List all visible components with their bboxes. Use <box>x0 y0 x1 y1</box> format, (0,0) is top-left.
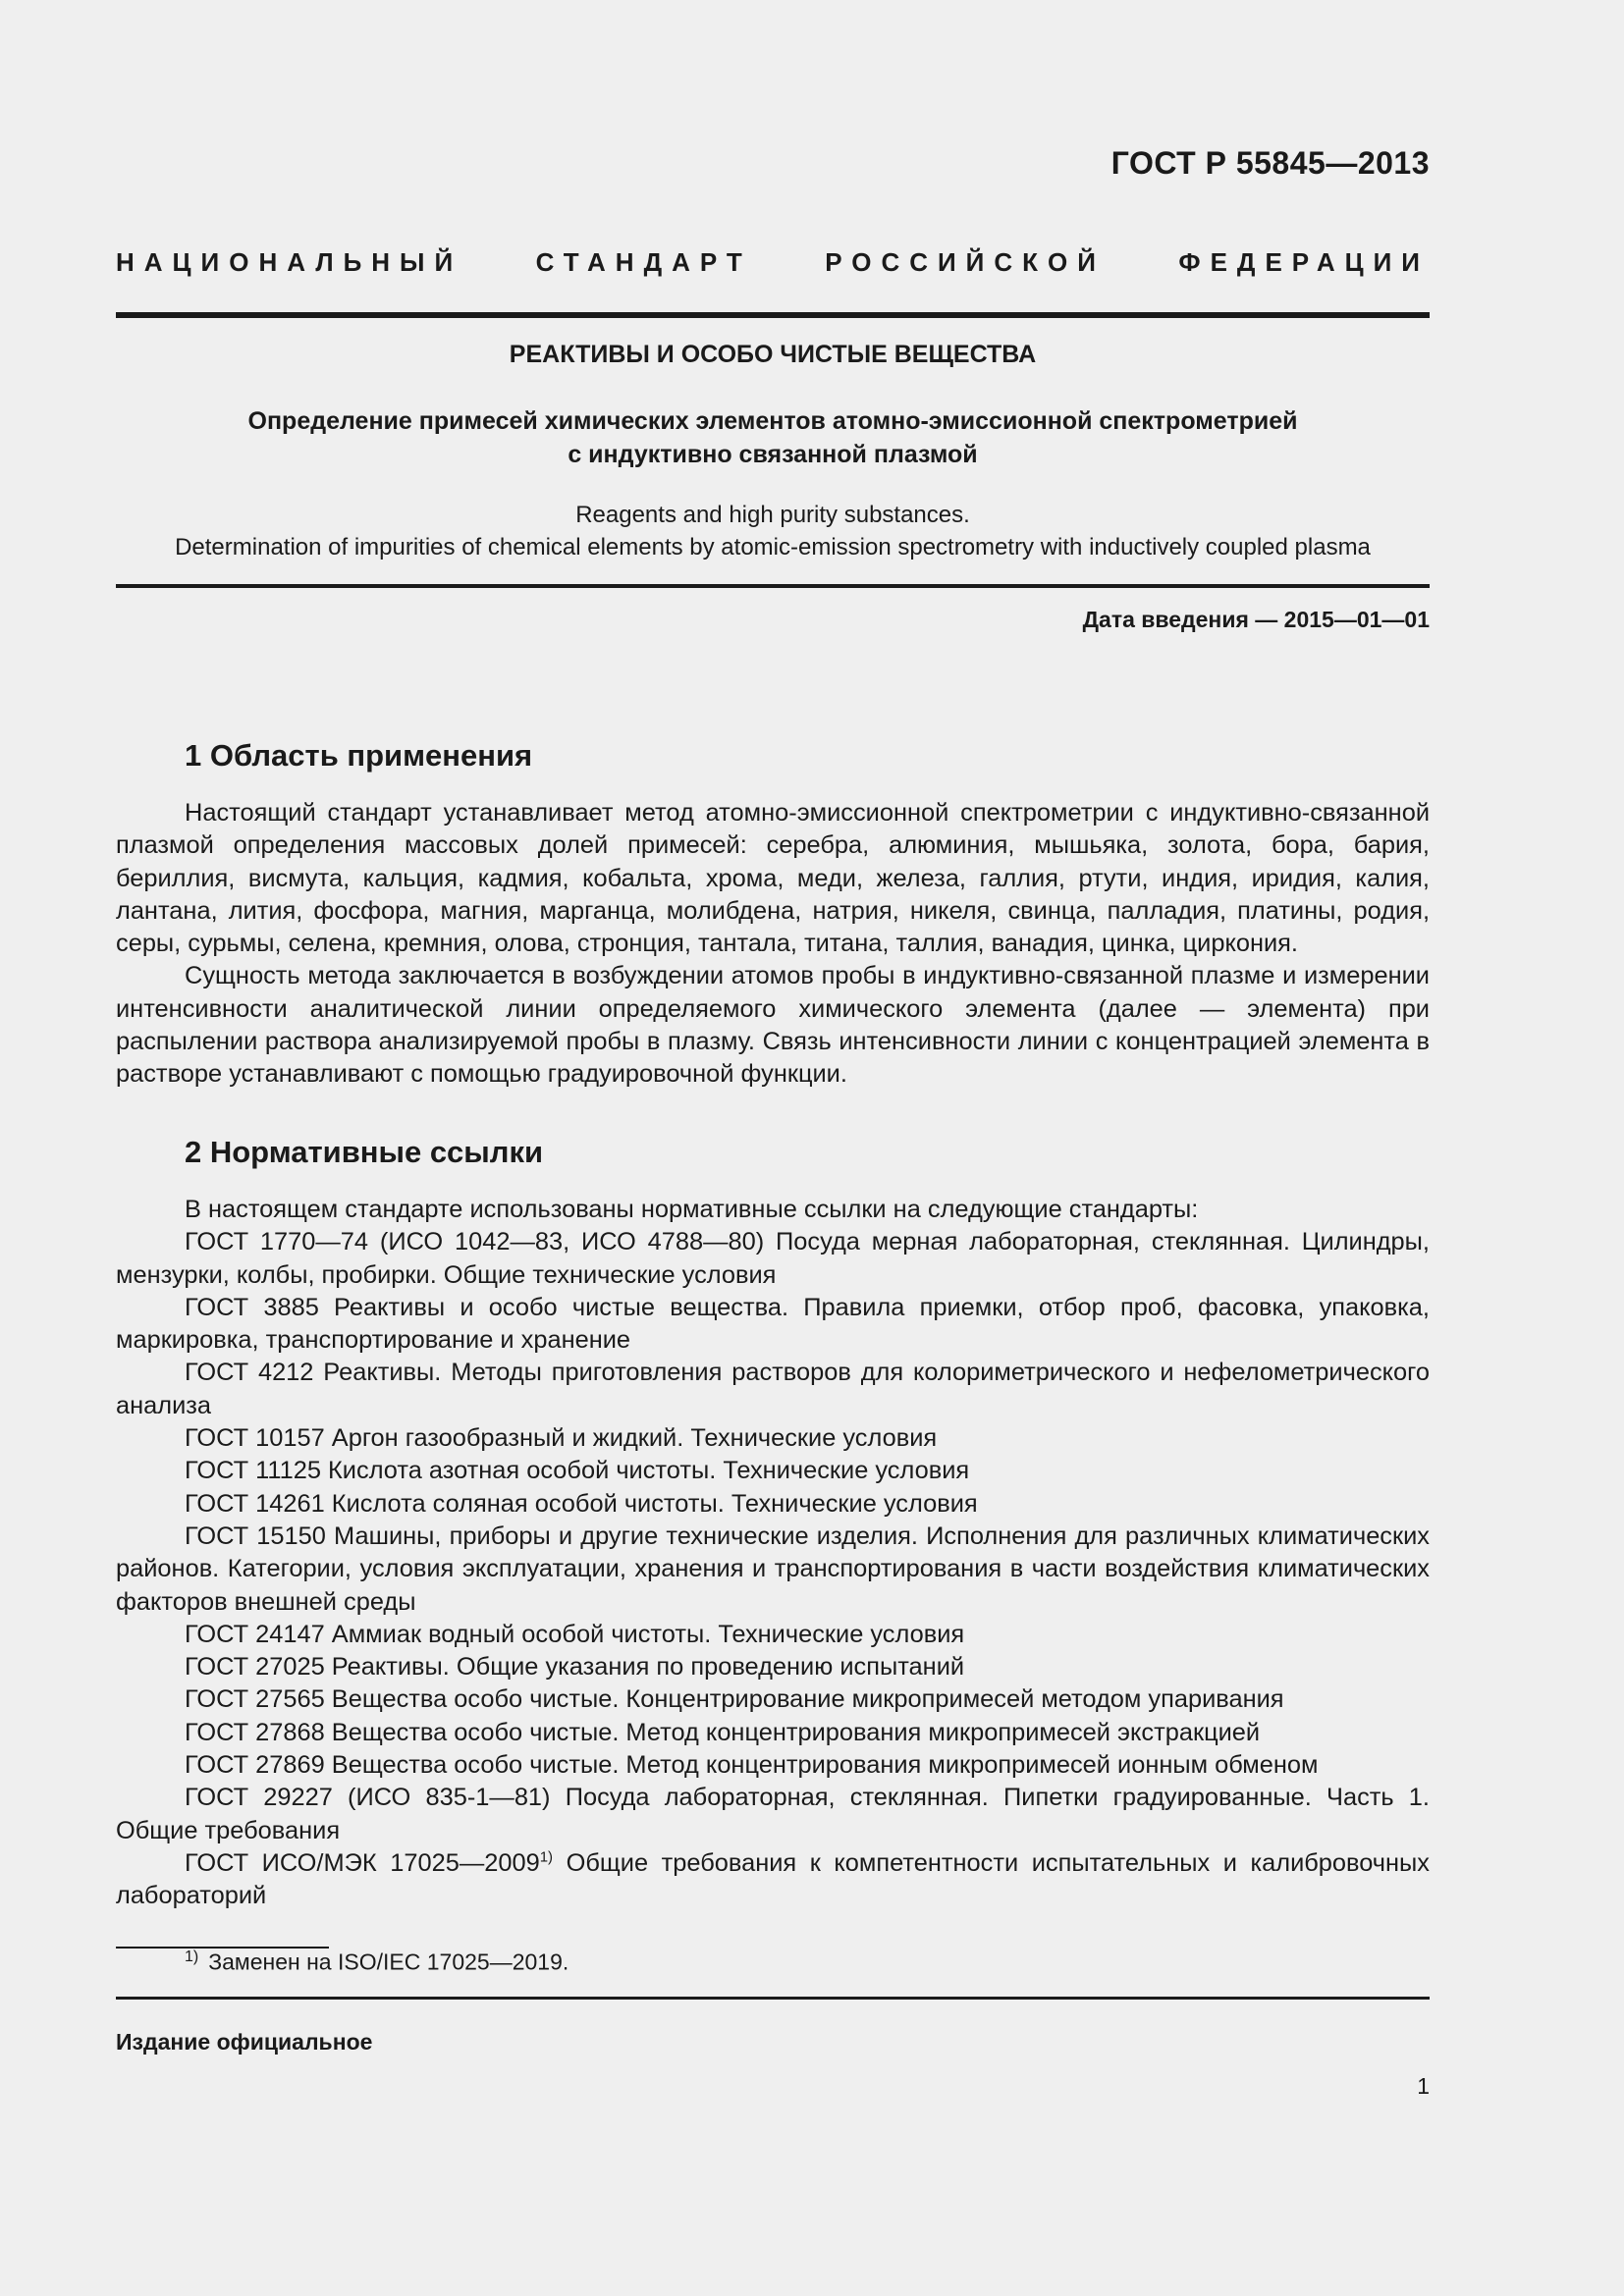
section-2-title: 2 Нормативные ссылки <box>185 1135 544 1169</box>
reference-item: ГОСТ 27869 Вещества особо чистые. Метод концентрирования микропримесей ионным обменом <box>185 1751 1319 1780</box>
reference-item: ГОСТ 27868 Вещества особо чистые. Метод концентрирования микропримесей экстракцией <box>185 1718 1261 1746</box>
reference-item: ГОСТ 3885 Реактивы и особо чистые вещества. Правила приемки, отбор проб, фасовка, упаковка, маркировка, транспортирование и хранение <box>116 1293 1430 1355</box>
reference-item: ГОСТ 29227 (ИСО 835-1—81) Посуда лабораторная, стеклянная. Пипетки градуированные. Часть 1. Общие требования <box>116 1784 1430 1844</box>
official-edition-label: Издание официальное <box>116 2029 373 2055</box>
reference-last-code: ГОСТ ИСО/МЭК 17025—2009 <box>185 1848 540 1877</box>
reference-item-last <box>116 1847 1430 1913</box>
reference-item: ГОСТ 11125 Кислота азотная особой чистоты. Технические условия <box>185 1457 970 1485</box>
title-english <box>116 499 1430 563</box>
footnote-reference-mark[interactable]: 1) <box>539 1848 554 1866</box>
section-1-title: 1 Область применения <box>185 738 533 773</box>
footer-rule <box>116 1997 1430 2000</box>
reference-item: ГОСТ 27565 Вещества особо чистые. Концентрирование микропримесей методом упаривания <box>185 1685 1284 1714</box>
title-main: РЕАКТИВЫ И ОСОБО ЧИСТЫЕ ВЕЩЕСТВА <box>509 341 1037 368</box>
document-code: ГОСТ Р 55845—2013 <box>1110 145 1430 181</box>
title-sub-line2: с индуктивно связанной плазмой <box>568 441 978 468</box>
national-standard-banner: НАЦИОНАЛЬНЫЙ СТАНДАРТ РОССИЙСКОЙ ФЕДЕРАЦИИ <box>116 247 1430 277</box>
footnote-text: Заменен на ISO/IEC 17025—2019. <box>208 1949 569 1975</box>
section-2-body <box>116 1194 1430 1913</box>
section-2-intro: В настоящем стандарте использованы нормативные ссылки на следующие стандарты: <box>185 1196 1199 1223</box>
reference-item: ГОСТ 15150 Машины, приборы и другие технические изделия. Исполнения для различных климатических районов. Категории, условия эксплуатации, хранения и транспортирования в части воздействия климатических факторов внешней среды <box>116 1522 1430 1616</box>
reference-item: ГОСТ 10157 Аргон газообразный и жидкий. Технические условия <box>185 1424 938 1453</box>
reference-item: ГОСТ 1770—74 (ИСО 1042—83, ИСО 4788—80) Посуда мерная лабораторная, стеклянная. Цилиндры, мензурки, колбы, пробирки. Общие технические условия <box>116 1228 1430 1289</box>
reference-item: ГОСТ 27025 Реактивы. Общие указания по проведению испытаний <box>185 1653 965 1682</box>
reference-item: ГОСТ 4212 Реактивы. Методы приготовления растворов для колориметрического и нефелометрического анализа <box>116 1359 1430 1419</box>
title-sub <box>116 404 1430 471</box>
reference-item: ГОСТ 14261 Кислота соляная особой чистоты. Технические условия <box>185 1489 978 1518</box>
introduction-date: Дата введения — 2015—01—01 <box>1082 607 1430 632</box>
section-1-body <box>116 797 1430 1092</box>
title-english-line2: Determination of impurities of chemical elements by atomic-emission spectrometry with inductively coupled plasma <box>175 534 1371 561</box>
reference-item: ГОСТ 24147 Аммиак водный особой чистоты. Технические условия <box>185 1620 965 1648</box>
title-sub-line1: Определение примесей химических элементов атомно-эмиссионной спектрометрией <box>247 407 1298 435</box>
footnote-mark: 1) <box>185 1949 199 1965</box>
title-bottom-rule <box>116 584 1430 588</box>
reference-last-text: Общие требования к компетентности испытательных и калибровочных лабораторий <box>116 1848 1430 1910</box>
page-number: 1 <box>1417 2073 1430 2099</box>
section-1-paragraph-2: Сущность метода заключается в возбуждении атомов пробы в индуктивно-связанной плазме и измерении интенсивности аналитической линии определяемого химического элемента (далее — элемента) при распылении раствора анализируемой пробы в плазму. Связь интенсивности линии с концентрацией элемента в растворе устанавливают с помощью градуировочной функции. <box>116 962 1430 1089</box>
section-1-paragraph-1: Настоящий стандарт устанавливает метод атомно-эмиссионной спектрометрии с индуктивно-связанной плазмой определения массовых долей примесей: серебра, алюминия, мышьяка, золота, бора, бария, бериллия, висмута, кальция, кадмия, кобальта, хрома, меди, железа, галлия, ртути, индия, иридия, калия, лантана, лития, фосфора, магния, марганца, молибдена, натрия, никеля, свинца, палладия, платины, родия, серы, сурьмы, селена, кремния, олова, стронция, тантала, титана, таллия, ванадия, цинка, циркония. <box>116 799 1430 958</box>
footnote <box>185 1949 568 1976</box>
top-rule <box>116 312 1430 318</box>
title-english-line1: Reagents and high purity substances. <box>575 502 970 528</box>
